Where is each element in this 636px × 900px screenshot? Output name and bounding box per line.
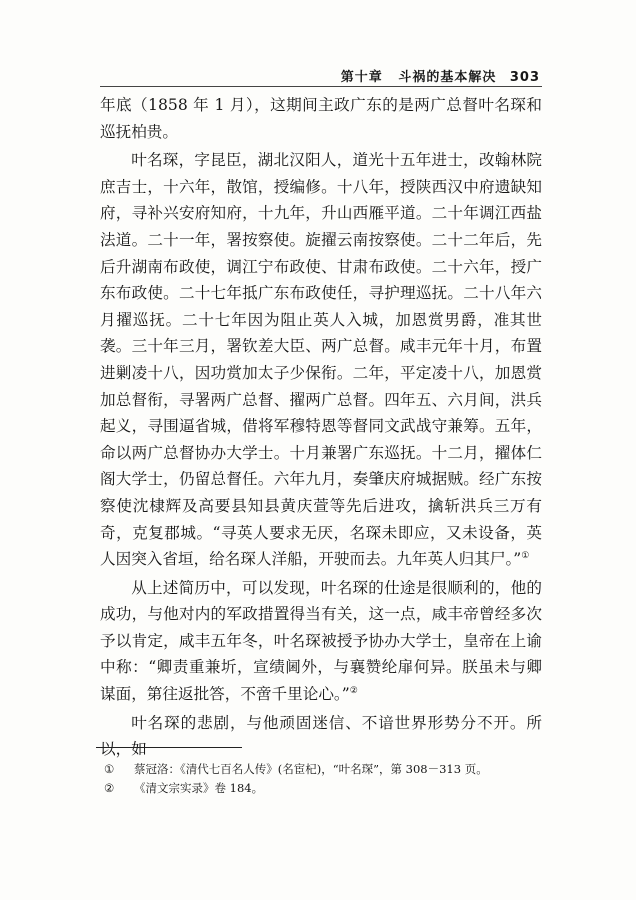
paragraph-3-text: 从上述简历中，可以发现，叶名琛的仕途是很顺利的，他的成功，与他对内的军政措置得当有关，这一点，咸丰帝曾经多次予以肯定，咸丰五年冬，叶名琛被授予协办大学士，皇帝在上谕中称：“卿责重兼圻，宣绩阃外，与襄赞纶扉何异。朕虽未与卿谋面，第往返批答，不啻千里论心。” bbox=[100, 578, 542, 704]
footnote-rule bbox=[96, 747, 242, 748]
running-head bbox=[341, 66, 540, 85]
paragraph-1 bbox=[100, 92, 542, 145]
footnote-1 bbox=[104, 760, 544, 779]
paragraph-4 bbox=[100, 710, 542, 763]
footnotes bbox=[104, 760, 544, 798]
chapter-title: 斗祸的基本解决 bbox=[398, 70, 497, 85]
header-rule bbox=[100, 86, 542, 87]
paragraph-4-text: 叶名琛的悲剧，与他顽固迷信、不谙世界形势分不开。所以，如 bbox=[100, 713, 542, 759]
paragraph-1-text: 年底（1858 年 1 月），这期间主政广东的是两广总督叶名琛和巡抚柏贵。 bbox=[100, 96, 542, 141]
footnote-2 bbox=[104, 779, 544, 798]
footnote-text: 《清文宗实录》卷 184。 bbox=[134, 781, 264, 795]
paragraph-2-text: 叶名琛，字昆臣，湖北汉阳人，道光十五年进士，改翰林院庶吉士，十六年，散馆，授编修。十八年，授陕西汉中府遗缺知府，寻补兴安府知府，十九年，升山西雁平道。二十年调江西盐法道。二十一年，署按察使。旋擢云南按察使。二十二年后，先后升湖南布政使，调江宁布政使、甘肃布政使。二十六年，授广东布政使。二十七年抵广东布政使任，寻护理巡抚。二十八年六月擢巡抚。二十七年因为阻止英人入城，加恩赏男爵，准其世袭。三十年三月，署钦差大臣、两广总督。咸丰元年十月，布置进剿凌十八，因功赏加太子少保衔。二年，平定凌十八，加恩赏加总督衔，寻署两广总督、擢两广总督。四年五、六月间，洪兵起义，寻围逼省城，借将军穆特恩等督同文武战守兼筹。五年，命以两广总督协办大学士。十月兼署广东巡抚。十二月，擢体仁阁大学士，仍留总督任。六年九月，奏肇庆府城据贼。经广东按察使沈棣辉及高要县知县黄庆萱等先后进攻，擒斩洪兵三万有奇，克复郡城。“寻英人要求无厌，名琛未即应，又未设备，英人因突入省垣，给名琛人洋船，开驶而去。九年英人归其尸。” bbox=[100, 151, 542, 569]
body-text bbox=[100, 92, 542, 763]
page-number: 303 bbox=[509, 70, 540, 85]
footnote-text: 蔡冠洛：《清代七百名人传》(名宦杞)，“叶名琛”，第 308－313 页。 bbox=[134, 762, 488, 776]
footnote-ref-2[interactable]: ② bbox=[349, 685, 358, 696]
paragraph-3 bbox=[100, 575, 542, 708]
chapter-label: 第十章 bbox=[340, 70, 383, 85]
footnote-mark: ② bbox=[104, 781, 115, 795]
footnote-mark: ① bbox=[104, 762, 115, 776]
paragraph-2 bbox=[100, 147, 542, 573]
footnote-ref-1[interactable]: ① bbox=[521, 550, 530, 561]
